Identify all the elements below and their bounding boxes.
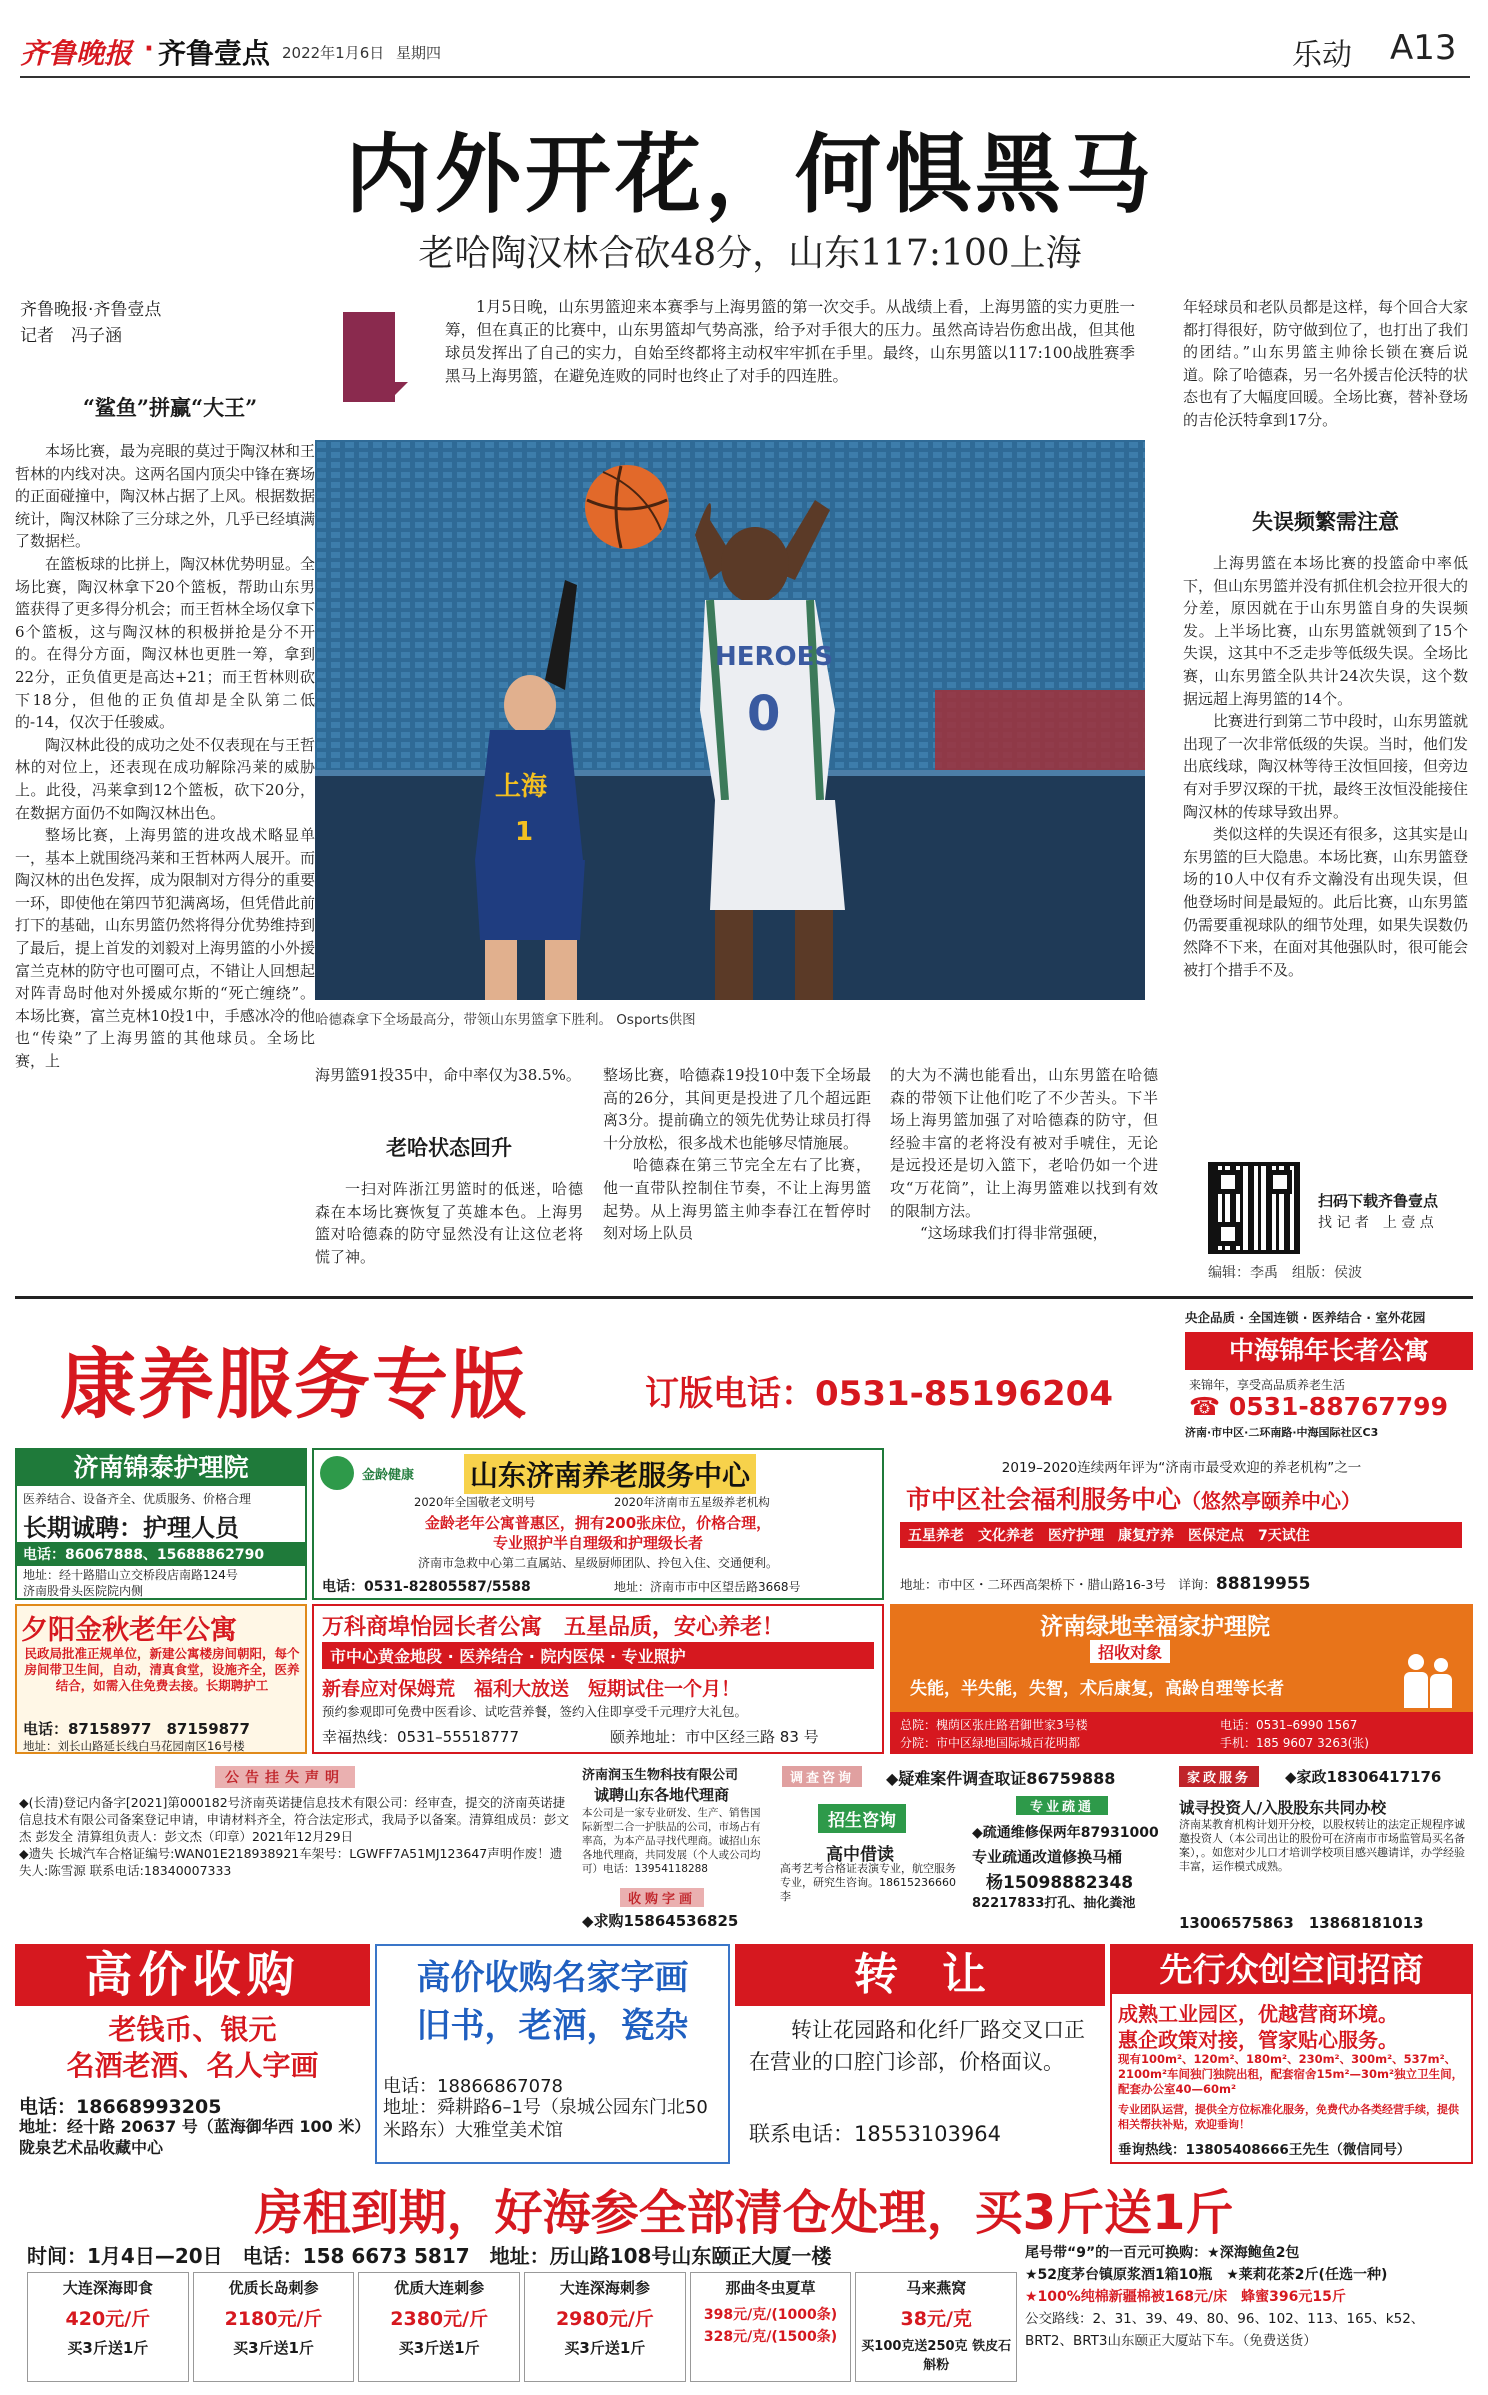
byline-reporter: 记者 冯子涵 xyxy=(20,326,122,346)
wanke-phone1: 幸福热线：0531–55518777 xyxy=(322,1728,520,1746)
mingjia-phone: 电话：18866867078 xyxy=(383,2076,563,2097)
lvdi-target: 招收对象 xyxy=(1090,1640,1170,1663)
col2-body xyxy=(315,1064,583,1087)
col5b-body xyxy=(1183,552,1468,1144)
basketball-icon xyxy=(585,465,669,549)
pipe-title: 专业疏通 xyxy=(1016,1796,1108,1815)
ad-seacucumber xyxy=(15,2168,1473,2390)
game-photo xyxy=(315,440,1145,1000)
col2-subtitle: 老哈状态回升 xyxy=(386,1135,512,1160)
col2-p1: 海男篮91投35中，命中率仅为38.5%。 xyxy=(315,1066,581,1084)
gaojia-title: 高价收购 xyxy=(15,1944,370,2006)
welfare-alias: （悠然亭颐养中心） xyxy=(1181,1489,1362,1513)
byline-source: 齐鲁晚报·齐鲁壹点 xyxy=(20,300,162,320)
ads-rule xyxy=(15,1296,1473,1299)
invest-title: 诚寻投资人/入股股东共同办校 xyxy=(1179,1799,1387,1817)
col1-p4: 整场比赛，上海男篮的进攻战术略显单一，基本上就围绕冯莱和王哲林两人展开。而陶汉林的出色发挥，成为限制对方得分的重要一环，即使他在第四节犯满离场，但凭借此前打下的基础，山东男篮仍然将得分优势维持到了最后，提上首发的刘毅对上海男篮的小外援富兰克林的防守也可圈可点，不错让人回想起对阵青岛时他对外援威尔斯的“死亡缠绕”。本场比赛，富兰克林10投1中，手感冰冷的他也“传染”了上海男篮的其他球员。全场比赛，上 xyxy=(15,826,315,1071)
xianxing-title: 先行众创空间招商 xyxy=(1112,1946,1471,1994)
seacu-item xyxy=(855,2272,1017,2382)
lvdi-addr2: 分院：市中区绿地国际城百花明都 xyxy=(900,1736,1081,1750)
center-logo-icon xyxy=(320,1456,354,1490)
ad-jintai xyxy=(15,1448,307,1600)
col5-p1: 年轻球员和老队员都是这样，每个回合大家都打得很好，防守做到位了，也打出了我们的团结。”山东男篮主帅徐长锁在赛后说道。除了哈德森，另一名外援吉伦沃特的状态也有了大幅度回暖。全场比赛，替补登场的吉伦沃特拿到17分。 xyxy=(1183,298,1469,429)
jersey-number-1: 1 xyxy=(515,817,534,847)
seacu-side3: ★100%纯棉新疆棉被168元/床 蜂蜜396元15斤 xyxy=(1025,2289,1346,2305)
xianxing-line1: 成熟工业园区，优越营商环境。 xyxy=(1118,2002,1398,2026)
jintai-desc: 医养结合、设备齐全、优质服务、价格合理 xyxy=(23,1492,252,1506)
pipe-text4: 82217833打孔、抽化粪池 xyxy=(972,1896,1136,1911)
xianxing-line2: 惠企政策对接，管家贴心服务。 xyxy=(1118,2028,1398,2052)
zhonghai-phone: ☎ 0531-88767799 xyxy=(1189,1392,1448,1421)
col1-p1: 本场比赛，最为亮眼的莫过于陶汉林和王哲林的内线对决。这两名国内顶尖中锋在赛场的正面碰撞中，陶汉林占据了上风。根据数据统计，陶汉林除了三分球之外，几乎已经填满了数据栏。 xyxy=(15,442,315,551)
gaojia-addr: 地址：经十路 20637 号（蓝海御华西 100 米）陇泉艺术品收藏中心 xyxy=(19,2117,363,2157)
wanke-tags: 市中心黄金地段 · 医养结合 · 院内医保 · 专业照护 xyxy=(322,1642,874,1669)
runyu-hire: 诚聘山东各地代理商 xyxy=(594,1786,730,1804)
col5b-p3: 类似这样的失误还有很多，这其实是山东男篮的巨大隐患。本场比赛，山东男篮登场的10人中仅有乔文瀚没有出现失误，但他登场时间是最短的。此后比赛，山东男篮仍需要重视球队的细节处理，如果失误数仍然降不下来，在面对其他强队时，很可能会被打个措手不及。 xyxy=(1183,825,1468,979)
col4-p1: 的大为不满也能看出，山东男篮在哈德森的带领下让他们吃了不少苦头。下半场上海男篮加强了对哈德森的防守，但经验丰富的老将没有被对手唬住，无论是远投还是切入篮下，老哈仍如一个进攻“万花筒”，让上海男篮难以找到有效的限制方法。 xyxy=(890,1066,1158,1220)
gaojia-line2: 名酒老酒、名人字画 xyxy=(66,2049,319,2082)
col4-p2: “这场球我们打得非常强硬， xyxy=(920,1224,1108,1243)
center-line2: 专业照护半自理级和护理级长者 xyxy=(492,1534,703,1552)
ad-main-title: 康养服务专版 xyxy=(60,1340,528,1429)
lead-quote-icon xyxy=(343,312,395,402)
ad-lvdi xyxy=(890,1604,1473,1754)
runyu-name: 济南润玉生物科技有限公司 xyxy=(582,1768,739,1783)
welfare-phone: 88819955 xyxy=(1215,1574,1311,1594)
pipe-text2: 专业疏通改道修换马桶 xyxy=(972,1848,1123,1866)
ad-runyu xyxy=(580,1760,770,1940)
ad-mingjia xyxy=(375,1944,730,2164)
center-name: 山东济南养老服务中心 xyxy=(464,1454,756,1494)
ad-notice xyxy=(15,1760,575,1940)
zhonghai-addr: 济南·市中区·二环南路·中海国际社区C3 xyxy=(1185,1426,1379,1439)
seacu-item xyxy=(690,2272,852,2382)
ad-banner-main xyxy=(15,1300,1175,1440)
seacu-item-name: 大连深海刺参 xyxy=(559,2279,650,2297)
ad-survey xyxy=(776,1760,1171,1940)
seacu-item-name: 大连深海即食 xyxy=(62,2279,153,2297)
seacu-item-name: 那曲冬虫夏草 xyxy=(725,2279,816,2297)
xiyang-name: 夕阳金秋老年公寓 xyxy=(21,1615,237,1646)
jersey-heroes: HEROES xyxy=(715,642,834,672)
transfer-title: 转 让 xyxy=(735,1944,1105,2006)
qr-code[interactable] xyxy=(1208,1162,1300,1254)
header-rule xyxy=(20,76,1470,78)
collect-phone: ◆求购15864536825 xyxy=(582,1912,739,1930)
seacu-item-promo: 买100克送250克 铁皮石斛粉 xyxy=(861,2339,1012,2373)
ad-wanke xyxy=(312,1604,884,1754)
headline: 内外开花，何惧黑马 xyxy=(345,124,1155,225)
jintai-hosp: 济南股骨头医院院内侧 xyxy=(23,1584,144,1598)
center-brand: 金龄健康 xyxy=(362,1468,415,1483)
pipe-text1: ◆疏通维修保两年87931000 xyxy=(972,1825,1159,1841)
seacu-item-name: 优质大连刺参 xyxy=(394,2279,485,2297)
seacu-title: 房租到期，好海参全部清仓处理，买3斤送1斤 xyxy=(254,2185,1234,2241)
seacu-item xyxy=(27,2272,189,2382)
welfare-addr xyxy=(900,1574,1311,1594)
wanke-note: 预约参观即可免费中医看诊、试吃营养餐，签约入住即享受千元理疗大礼包。 xyxy=(322,1704,748,1719)
pipe-text3: 杨15098882348 xyxy=(986,1873,1134,1893)
lead-quote-notch xyxy=(390,382,408,400)
enroll-name: 高中借读 xyxy=(826,1845,894,1865)
xiyang-phone: 电话：87158977 87159877 xyxy=(23,1720,250,1738)
logo-qilu-yidian: 齐鲁壹点 xyxy=(158,37,271,70)
seacu-items xyxy=(27,2272,1017,2382)
housekeep-text: ◆家政18306417176 xyxy=(1285,1768,1442,1786)
qr-line2: 找 记 者 上 壹 点 xyxy=(1318,1215,1434,1231)
center-line1: 金龄老年公寓普惠区，拥有200张床位，价格合理， xyxy=(424,1514,772,1532)
zhonghai-tags: 央企品质 · 全国连锁 · 医养结合 · 室外花园 xyxy=(1185,1310,1426,1325)
seacu-item-promo: 买3斤送1斤 xyxy=(398,2339,480,2357)
seacu-side1: 尾号带“9”的一百元可换购：★深海鲍鱼2包 xyxy=(1025,2245,1300,2261)
lvdi-tel1: 电话：0531–6990 1567 xyxy=(1220,1718,1358,1732)
zhonghai-name: 中海锦年长者公寓 xyxy=(1185,1332,1473,1370)
runyu-desc: 本公司是一家专业研发、生产、销售国际新型二合一护肤品的公司，市场占有率高，为本产品寻找代理商。诚招山东各地代理商，共同发展（个人或公司均可）电话：13954118288 xyxy=(582,1807,761,1875)
housekeep-title: 家政服务 xyxy=(1179,1766,1259,1787)
xiyang-addr: 地址：刘长山路延长线白马花园南区16号楼 xyxy=(23,1739,245,1753)
center-honor2: 2020年济南市五星级养老机构 xyxy=(614,1495,770,1509)
jersey-number-0: 0 xyxy=(747,686,781,742)
seacu-item-promo: 买3斤送1斤 xyxy=(233,2339,314,2357)
seacu-item xyxy=(358,2272,520,2382)
col1-p3: 陶汉林此役的成功之处不仅表现在与王哲林的对位上，还表现在成功解除冯莱的威胁上。此役，冯莱拿到12个篮板，砍下20分，在数据方面仍不如陶汉林出色。 xyxy=(15,735,315,822)
col5-subtitle: 失误频繁需注意 xyxy=(1252,509,1399,534)
lvdi-name: 济南绿地幸福家护理院 xyxy=(1040,1614,1270,1640)
col2b-p1: 一扫对阵浙江男篮时的低迷，哈德森在本场比赛恢复了英雄本色。上海男篮对哈德森的防守显然没有让这位老将慌了神。 xyxy=(315,1180,583,1266)
wanke-name: 万科商埠怡园长者公寓 五星品质，安心养老！ xyxy=(322,1615,785,1640)
enroll-title: 招生咨询 xyxy=(818,1804,906,1833)
collect-title: 收购字画 xyxy=(620,1888,704,1907)
col1-subtitle: “鲨鱼”拼赢“大王” xyxy=(82,395,258,420)
seacu-item-price: 2180元/斤 xyxy=(224,2308,323,2330)
issue-date: 2022年1月6日 xyxy=(282,44,385,62)
seacu-item-promo: 买3斤送1斤 xyxy=(564,2339,646,2357)
welfare-name-text: 市中区社会福利服务中心 xyxy=(906,1485,1182,1514)
seacu-item-name: 优质长岛刺参 xyxy=(228,2279,319,2297)
center-honor1: 2020年全国敬老文明号 xyxy=(414,1495,536,1509)
ad-xiyang xyxy=(15,1604,307,1754)
lvdi-tel2: 手机：185 9607 3263(张) xyxy=(1220,1736,1369,1750)
seacu-item-price: 2380元/斤 xyxy=(390,2308,489,2330)
col5b-p2: 比赛进行到第二节中段时，山东男篮就出现了一次非常低级的失误。当时，他们发出底线球，陶汉林等待王汝恒回接，但旁边有对手罗汉琛的干扰，最终王汝恒没能接住陶汉林的传球导致出界。 xyxy=(1183,712,1468,821)
ad-transfer xyxy=(735,1944,1105,2164)
notice-text: ◆(长清)登记内备字[2021]第000182号济南英诺捷信息技术有限公司：经审查，提交的济南英诺捷信息技术有限公司备案登记申请，申请材料齐全，符合法定形式，我局予以备案。清算组成员：彭文杰 彭发全 清算组负责人：彭文杰（印章）2021年12月29日 ◆遗失 长城汽车合格证编号:WAN01E218938921车架号：LGWFF7A51MJ123647声明作废！遗失人:陈雪源 联系电话:18340007333 xyxy=(19,1795,570,1878)
center-line3: 济南市急救中心第二直属站、星级厨师团队、拎包入住、交通便利。 xyxy=(417,1556,778,1570)
gaojia-line1: 老钱币、银元 xyxy=(108,2013,277,2046)
lvdi-list: 失能，半失能，失智，术后康复，高龄自理等长者 xyxy=(910,1679,1284,1699)
subheadline: 老哈陶汉林合砍48分，山东117:100上海 xyxy=(418,233,1082,274)
section-name: 乐动 xyxy=(1292,38,1352,73)
seacu-side xyxy=(1025,2242,1471,2352)
jintai-hire: 长期诚聘：护理人员 xyxy=(23,1514,239,1542)
xiyang-desc: 民政局批准正规单位，新建公寓楼房间朝阳，每个房间带卫生间，自动，清真食堂，设施齐全，医养结合，如需入住免费去接。长期聘护工 xyxy=(24,1646,300,1693)
seacu-item-price: 398元/克/(1000条) 328元/克/(1500条) xyxy=(703,2307,852,2345)
red-seat-block xyxy=(935,690,1145,770)
col1-body xyxy=(15,440,315,1292)
transfer-phone: 联系电话：18553103964 xyxy=(749,2122,1001,2146)
mingjia-line: 旧书，老酒，瓷杂 xyxy=(416,2006,689,2046)
lead-paragraph: 1月5日晚，山东男篮迎来本赛季与上海男篮的第一次交手。从战绩上看，上海男篮的实力更胜一筹，但在真正的比赛中，山东男篮却气势高涨，给予对手很大的压力。虽然高诗岩伤愈出战，但其他球员发挥出了自己的实力，自始至终都将主动权牢牢抓在手里。最终，山东男篮以117:100战胜赛季黑马上海男篮，在避免连败的同时也终止了对手的四连胜。 xyxy=(445,298,1135,385)
mingjia-addr: 地址：舜耕路6–1号（泉城公园东门北50米路东）大雅堂美术馆 xyxy=(383,2097,708,2141)
transfer-text: 转让花园路和化纤厂路交叉口正在营业的口腔门诊部，价格面议。 xyxy=(749,2018,1085,2074)
seacu-side4: 公交路线：2、31、39、49、80、96、102、113、165、k52、BRT2、BRT3山东颐正大厦站下车。（免费送货） xyxy=(1025,2311,1425,2349)
ad-xianxing xyxy=(1110,1944,1473,2164)
qr-line1: 扫码下载齐鲁壹点 xyxy=(1318,1192,1439,1210)
ad-welfare-center xyxy=(890,1448,1473,1600)
ad-zhonghai xyxy=(1185,1302,1473,1440)
enroll-desc: 高考艺考合格证表演专业，航空服务专业，研究生咨询。18615236660李 xyxy=(780,1862,956,1903)
seacu-side2: ★52度茅台镇原浆酒1箱10瓶 ★莱莉花茶2斤(任选一种) xyxy=(1025,2267,1388,2283)
photo-caption: 哈德森拿下全场最高分，带领山东男篮拿下胜利。 Osports供图 xyxy=(315,1012,696,1028)
survey-title: 调查咨询 xyxy=(782,1766,862,1787)
zhonghai-phone-number: 0531-88767799 xyxy=(1228,1392,1448,1421)
col4-body xyxy=(890,1064,1158,1286)
col5-body xyxy=(1183,296,1468,432)
jintai-phone: 电话：86067888、15688862790 xyxy=(17,1542,305,1566)
welfare-award: 2019–2020连续两年评为“济南市最受欢迎的养老机构”之一 xyxy=(1001,1460,1362,1476)
photo-scene xyxy=(315,440,1145,1000)
jersey-shanghai: 上海 xyxy=(495,772,548,802)
xianxing-line4: 专业团队运营，提供全方位标准化服务，免费代办各类经营手续，提供相关帮扶补贴，欢迎垂询！ xyxy=(1118,2103,1459,2131)
welfare-name xyxy=(906,1480,1361,1516)
lvdi-people-icon xyxy=(1400,1654,1460,1710)
center-phone: 电话：0531-82805587/5588 xyxy=(322,1579,531,1595)
issue-weekday: 星期四 xyxy=(396,44,442,62)
seacu-item xyxy=(193,2272,355,2382)
ad-gaojia xyxy=(15,1944,370,2164)
col3-p1: 整场比赛，哈德森19投10中轰下全场最高的26分，其间更是投进了几个超远距离3分。提前确立的领先优势让球员打得十分放松，很多战术也能够尽情施展。 xyxy=(603,1066,871,1152)
survey-text: ◆疑难案件调查取证86759888 xyxy=(886,1769,1116,1788)
wanke-phone2: 颐养地址：市中区经三路 83 号 xyxy=(610,1728,819,1746)
seacu-info: 时间：1月4日—20日 电话：158 6673 5817 地址：历山路108号山东颐正大厦一楼 xyxy=(27,2244,832,2268)
masthead xyxy=(20,28,1470,73)
byline xyxy=(20,297,320,349)
page-number: A13 xyxy=(1390,28,1457,68)
seacu-item xyxy=(524,2272,686,2382)
invest-desc: 济南某教育机构计划开分校，以股权转让的法定正规程序诚邀投资人（本公司出让的股份可在济南市市场监管局买名备案），。如您对少儿口才培训学校项目感兴趣请详，办学经验丰富，运作模式成熟。 xyxy=(1179,1818,1465,1873)
seacu-item-price: 38元/克 xyxy=(900,2308,972,2330)
ad-invest xyxy=(1175,1760,1473,1940)
xianxing-line3: 现有100m²、120m²、180m²、230m²、300m²、537m²、2100m²车间独门独院出租，配套宿舍15m²—30m²独立卫生间，配套办公室40—60m² xyxy=(1118,2052,1464,2096)
seacu-item-price: 2980元/斤 xyxy=(555,2308,654,2330)
wanke-promo: 新春应对保姆荒 福利大放送 短期试住一个月！ xyxy=(322,1678,741,1700)
lvdi-addr1: 总院：槐荫区张庄路君御世家3号楼 xyxy=(900,1718,1088,1732)
logo-dot: · xyxy=(144,34,154,64)
welfare-tags: 五星养老 文化养老 医疗护理 康复疗养 医保定点 7天试住 xyxy=(900,1522,1462,1548)
jintai-addr: 地址：经十路腊山立交桥段店南路124号 xyxy=(23,1568,238,1582)
col5b-p1: 上海男篮在本场比赛的投篮命中率低下，但山东男篮并没有抓住机会拉开很大的分差，原因就在于山东男篮自身的失误频发。上半场比赛，山东男篮就领到了15个失误，这其中不乏走步等低级失误。全场比赛，山东男篮全队共计24次失误，这个数据远超上海男篮的14个。 xyxy=(1183,554,1468,708)
xianxing-phone: 垂询热线：13805408666王先生（微信同号） xyxy=(1118,2142,1411,2158)
seacu-item-price: 420元/斤 xyxy=(65,2308,151,2330)
zhonghai-slogan: 来锦年，享受高品质养老生活 xyxy=(1189,1378,1346,1392)
seacu-item-promo: 买3斤送1斤 xyxy=(67,2339,149,2357)
notice-title: 公告挂失声明 xyxy=(215,1766,355,1788)
editor-credit: 编辑：李禹 组版：侯波 xyxy=(1208,1265,1362,1281)
center-addr: 地址：济南市市中区望岳路3668号 xyxy=(614,1580,801,1594)
welfare-addr-text: 地址：市中区・二环西高架桥下・腊山路16-3号 详询： xyxy=(900,1577,1216,1592)
ad-main-phone: 订版电话：0531-85196204 xyxy=(645,1374,1113,1414)
col3-body xyxy=(603,1064,871,1286)
col2b-body xyxy=(315,1178,583,1284)
logo-qilu-evening: 齐鲁晚报 xyxy=(20,37,133,70)
jintai-name: 济南锦泰护理院 xyxy=(17,1450,305,1486)
ad-jinling-center xyxy=(312,1448,884,1600)
gaojia-phone: 电话：18668993205 xyxy=(19,2096,222,2118)
col1-p2: 在篮板球的比拼上，陶汉林优势明显。全场比赛，陶汉林拿下20个篮板，帮助山东男篮获得了更多得分机会；而王哲林全场仅拿下6个篮板，这与陶汉林的积极拼抢是分不开的。在得分方面，陶汉林也更胜一筹，拿到22分，正负值更是高达+21；而王哲林则砍下18分，但他的正负值却是全队第二低的-14，仅次于任骏威。 xyxy=(15,554,315,732)
mingjia-title: 高价收购名家字画 xyxy=(416,1958,689,1998)
invest-phone: 13006575863 13868181013 xyxy=(1179,1914,1424,1932)
seacu-item-name: 马来燕窝 xyxy=(906,2279,967,2297)
col3-p2: 哈德森在第三节完全左右了比赛，他一直带队控制住节奏，不让上海男篮起势。从上海男篮主帅李春江在暂停时刻对场上队员 xyxy=(603,1156,871,1243)
